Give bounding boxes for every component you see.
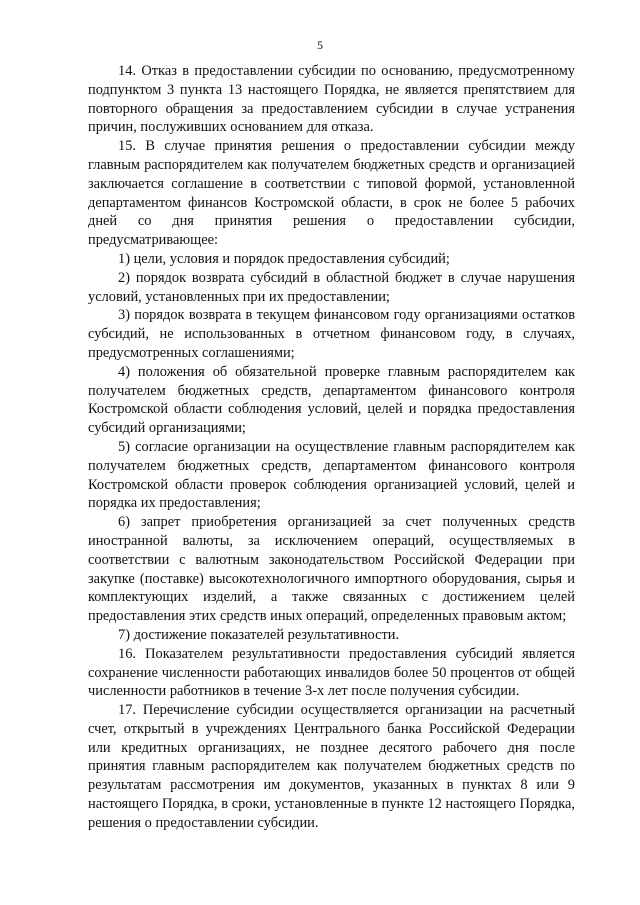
paragraph-14: 14. Отказ в предоставлении субсидии по основанию, предусмотренному подпунктом 3 пункта 13 настоящего Порядка, не является препятствием для повторного обращения за предоставлением субсидии в случае устранения причин, послуживших основанием для отказа.	[88, 63, 575, 136]
paragraph-15: 15. В случае принятия решения о предоставлении субсидии между главным распорядителем как получателем бюджетных средств и организацией заключается соглашение в соответствии с типовой формой, установленной департаментом финансов Костромской области, в срок не более 5 рабочих дней со дня принятия решения о предоставлении субсидии, предусматривающее:	[88, 138, 575, 249]
list-item-7: 7) достижение показателей результативности.	[118, 626, 400, 643]
list-item-2: 2) порядок возврата субсидий в областной бюджет в случае нарушения условий, установленных при их предоставлении;	[88, 269, 575, 305]
list-item-1: 1) цели, условия и порядок предоставления субсидий;	[118, 250, 450, 267]
list-item-5: 5) согласие организации на осуществление главным распорядителем как получателем бюджетных средств, департаментом финансового контроля Костромской области проверок соблюдения организацией условий, целей и порядка их предоставления;	[88, 438, 575, 512]
page-number: 5	[317, 38, 323, 52]
list-item-3: 3) порядок возврата в текущем финансовом году организациями остатков субсидий, не использованных в отчетном финансовом году, в случаях, предусмотренных соглашениями;	[88, 307, 575, 361]
list-item-6: 6) запрет приобретения организацией за счет полученных средств иностранной валюты, за исключением операций, осуществляемых в соответствии с валютным законодательством Российской Федерации при закупке (поставке) высокотехнологичного импортного оборудования, сырья и комплектующих изделий, а также связанных с достижением целей предоставления этих средств иных операций, определенных правовым актом;	[88, 514, 575, 625]
paragraph-16: 16. Показателем результативности предоставления субсидий является сохранение численности работающих инвалидов более 50 процентов от общей численности работников в течение 3-х лет после получения субсидии.	[88, 645, 575, 700]
list-item-4: 4) положения об обязательной проверке главным распорядителем как получателем бюджетных средств, департаментом финансового контроля Костромской области соблюдения условий, целей и порядка предоставления субсидий организациями;	[88, 363, 575, 437]
paragraph-17: 17. Перечисление субсидии осуществляется организации на расчетный счет, открытый в учреждениях Центрального банка Российской Федерации или кредитных организациях, не позднее десятого рабочего дня после принятия главным распорядителем как получателем бюджетных средств по результатам рассмотрения им документов, указанных в пунктах 8 или 9 настоящего Порядка, в сроки, установленные в пункте 12 настоящего Порядка, решения о предоставлении субсидии.	[88, 702, 575, 831]
document-body	[88, 62, 575, 833]
